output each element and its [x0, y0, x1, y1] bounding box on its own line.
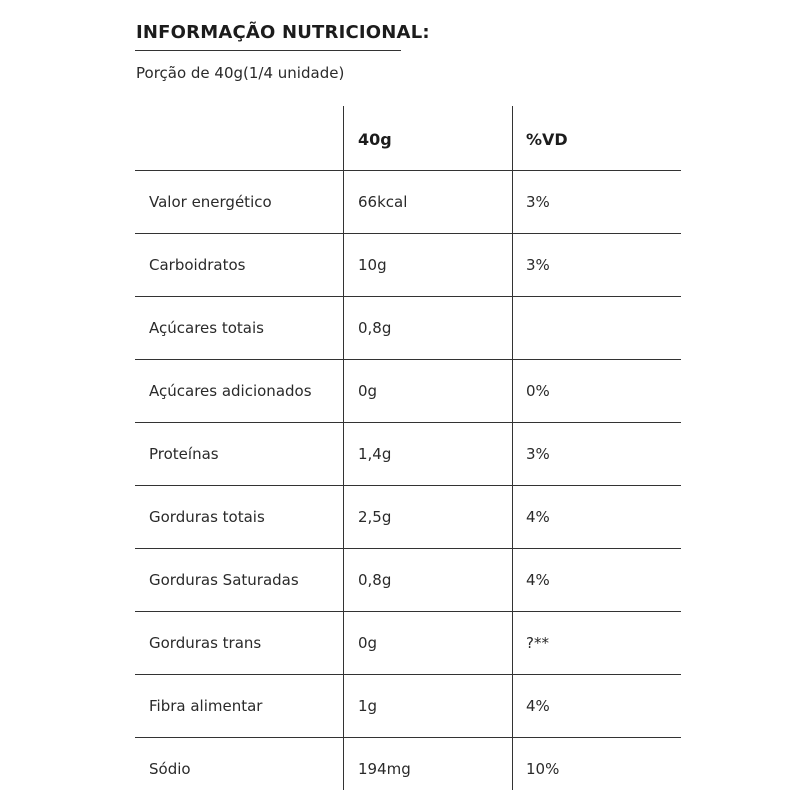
nutrient-amount: 10g [358, 256, 387, 274]
nutrient-vd: 4% [526, 697, 550, 715]
nutrient-vd: 3% [526, 193, 550, 211]
nutrient-name: Proteínas [149, 445, 219, 463]
nutrient-amount: 0,8g [358, 571, 392, 589]
nutrient-amount: 2,5g [358, 508, 392, 526]
row-divider [135, 170, 681, 171]
nutrient-amount: 0g [358, 382, 378, 400]
nutrient-name: Carboidratos [149, 256, 246, 274]
nutrition-title: INFORMAÇÃO NUTRICIONAL: [136, 22, 430, 43]
header-amount: 40g [358, 130, 392, 149]
row-divider [135, 737, 681, 738]
nutrient-amount: 0,8g [358, 319, 392, 337]
nutrient-name: Açúcares totais [149, 319, 264, 337]
nutrient-name: Sódio [149, 760, 191, 778]
nutrient-vd: 0% [526, 382, 550, 400]
nutrient-vd: 4% [526, 508, 550, 526]
nutrient-name: Açúcares adicionados [149, 382, 312, 400]
nutrition-table [135, 106, 681, 790]
nutrient-amount: 1g [358, 697, 378, 715]
header-vd: %VD [526, 130, 568, 149]
nutrient-amount: 66kcal [358, 193, 408, 211]
row-divider [135, 233, 681, 234]
column-divider-2 [512, 106, 513, 790]
nutrient-vd: 10% [526, 760, 560, 778]
nutrient-amount: 0g [358, 634, 378, 652]
row-divider [135, 422, 681, 423]
row-divider [135, 674, 681, 675]
nutrient-vd: 3% [526, 445, 550, 463]
nutrient-name: Valor energético [149, 193, 272, 211]
nutrient-amount: 194mg [358, 760, 411, 778]
column-divider-1 [343, 106, 344, 790]
row-divider [135, 611, 681, 612]
nutrient-vd: 4% [526, 571, 550, 589]
nutrient-name: Fibra alimentar [149, 697, 263, 715]
nutrient-vd: ?** [526, 634, 549, 652]
row-divider [135, 485, 681, 486]
nutrient-vd: 3% [526, 256, 550, 274]
title-underline [135, 50, 401, 51]
row-divider [135, 548, 681, 549]
nutrient-amount: 1,4g [358, 445, 392, 463]
nutrient-name: Gorduras totais [149, 508, 265, 526]
nutrient-name: Gorduras Saturadas [149, 571, 299, 589]
nutrient-name: Gorduras trans [149, 634, 262, 652]
serving-size: Porção de 40g(1/4 unidade) [136, 64, 345, 82]
row-divider [135, 359, 681, 360]
row-divider [135, 296, 681, 297]
